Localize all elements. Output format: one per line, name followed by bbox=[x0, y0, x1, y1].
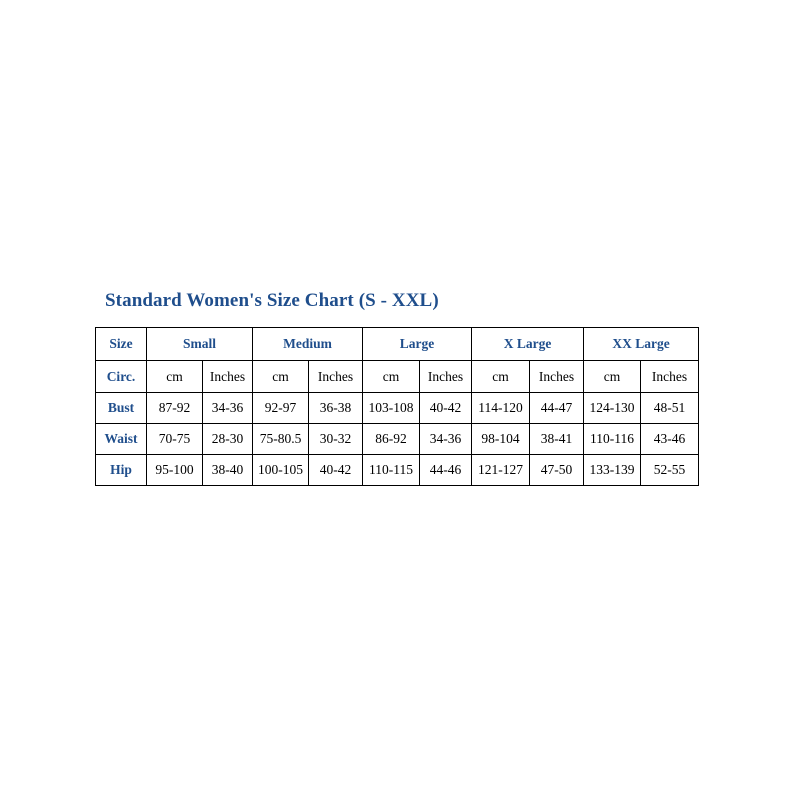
table-cell: 44-46 bbox=[420, 455, 472, 486]
table-cell: 110-115 bbox=[363, 455, 420, 486]
table-cell: 48-51 bbox=[641, 393, 699, 424]
waist-row bbox=[96, 424, 699, 455]
table-cell: 38-40 bbox=[203, 455, 253, 486]
table-cell: 44-47 bbox=[530, 393, 584, 424]
unit-cm-cell: cm bbox=[584, 361, 641, 393]
unit-inches-cell: Inches bbox=[530, 361, 584, 393]
table-cell: 133-139 bbox=[584, 455, 641, 486]
table-cell: 121-127 bbox=[472, 455, 530, 486]
table-cell: 38-41 bbox=[530, 424, 584, 455]
unit-cm-cell: cm bbox=[253, 361, 309, 393]
table-cell: 30-32 bbox=[309, 424, 363, 455]
table-cell: 28-30 bbox=[203, 424, 253, 455]
table-cell: 40-42 bbox=[420, 393, 472, 424]
table-cell: 52-55 bbox=[641, 455, 699, 486]
table-cell: 47-50 bbox=[530, 455, 584, 486]
size-medium-header: Medium bbox=[253, 328, 363, 361]
size-xxlarge-header: XX Large bbox=[584, 328, 699, 361]
table-cell: 43-46 bbox=[641, 424, 699, 455]
unit-cm-cell: cm bbox=[363, 361, 420, 393]
unit-inches-cell: Inches bbox=[641, 361, 699, 393]
size-header-row bbox=[96, 328, 699, 361]
table-cell: 40-42 bbox=[309, 455, 363, 486]
table-cell: 34-36 bbox=[203, 393, 253, 424]
row-label-bust: Bust bbox=[96, 393, 147, 424]
circ-label-cell: Circ. bbox=[96, 361, 147, 393]
size-label-cell: Size bbox=[96, 328, 147, 361]
hip-row bbox=[96, 455, 699, 486]
row-label-hip: Hip bbox=[96, 455, 147, 486]
table-cell: 92-97 bbox=[253, 393, 309, 424]
size-large-header: Large bbox=[363, 328, 472, 361]
table-cell: 100-105 bbox=[253, 455, 309, 486]
bust-row bbox=[96, 393, 699, 424]
unit-header-row bbox=[96, 361, 699, 393]
row-label-waist: Waist bbox=[96, 424, 147, 455]
size-chart-table bbox=[95, 327, 699, 486]
table-cell: 34-36 bbox=[420, 424, 472, 455]
unit-cm-cell: cm bbox=[472, 361, 530, 393]
table-cell: 70-75 bbox=[147, 424, 203, 455]
table-cell: 36-38 bbox=[309, 393, 363, 424]
table-cell: 124-130 bbox=[584, 393, 641, 424]
table-cell: 98-104 bbox=[472, 424, 530, 455]
size-small-header: Small bbox=[147, 328, 253, 361]
table-cell: 75-80.5 bbox=[253, 424, 309, 455]
table-cell: 95-100 bbox=[147, 455, 203, 486]
unit-inches-cell: Inches bbox=[309, 361, 363, 393]
table-cell: 103-108 bbox=[363, 393, 420, 424]
unit-inches-cell: Inches bbox=[420, 361, 472, 393]
unit-cm-cell: cm bbox=[147, 361, 203, 393]
table-cell: 87-92 bbox=[147, 393, 203, 424]
table-cell: 114-120 bbox=[472, 393, 530, 424]
size-xlarge-header: X Large bbox=[472, 328, 584, 361]
table-cell: 86-92 bbox=[363, 424, 420, 455]
table-cell: 110-116 bbox=[584, 424, 641, 455]
unit-inches-cell: Inches bbox=[203, 361, 253, 393]
chart-title: Standard Women's Size Chart (S - XXL) bbox=[105, 290, 439, 311]
